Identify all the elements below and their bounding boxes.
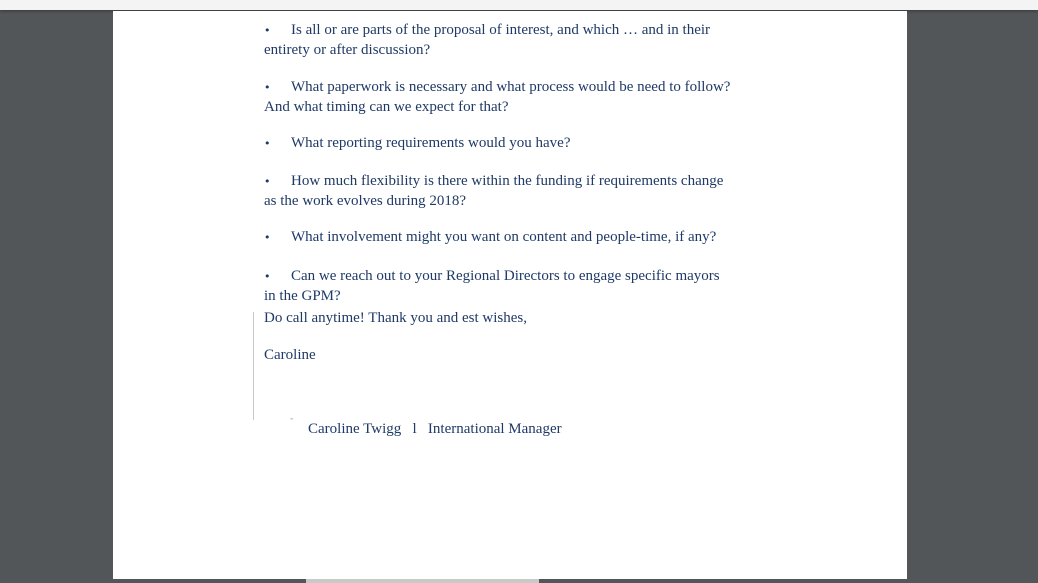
horizontal-scrollbar-thumb[interactable] <box>306 579 539 583</box>
bullet-item-6 <box>264 267 774 305</box>
bullet-text-continued: And what timing can we expect for that? <box>264 98 509 115</box>
bullet-icon: • <box>264 231 271 244</box>
bullet-text: Can we reach out to your Regional Directors to engage specific mayors <box>291 268 720 284</box>
bullet-icon: • <box>264 270 271 283</box>
signature-separator: l <box>412 421 417 437</box>
closing-line: Do call anytime! Thank you and est wishes, <box>264 310 527 326</box>
document-page <box>113 11 907 579</box>
bullet-text: How much flexibility is there within the funding if requirements change <box>291 173 724 189</box>
bullet-item-4 <box>264 172 774 210</box>
bullet-icon: • <box>264 175 271 188</box>
bullet-icon: • <box>264 137 271 150</box>
bullet-text: What reporting requirements would you have? <box>291 135 571 151</box>
signature-title: International Manager <box>427 421 562 437</box>
bullet-item-5 <box>264 228 774 248</box>
quote-margin-line <box>253 312 254 420</box>
bullet-text-continued: entirety or after discussion? <box>264 41 431 58</box>
bullet-text-continued: in the GPM? <box>264 287 341 304</box>
bullet-item-2 <box>264 78 774 116</box>
bullet-text-continued: as the work evolves during 2018? <box>264 192 467 209</box>
bullet-icon: • <box>264 81 271 94</box>
signoff-name: Caroline <box>264 347 316 363</box>
bullet-item-3 <box>264 134 774 154</box>
bullet-text: Is all or are parts of the proposal of interest, and which … and in their <box>291 22 711 38</box>
bullet-icon: • <box>264 24 271 37</box>
bullet-text: What paperwork is necessary and what process would be need to follow? <box>291 79 731 95</box>
viewer-top-bar <box>0 0 1038 10</box>
signature-name: Caroline Twigg <box>308 421 402 437</box>
bullet-item-1 <box>264 21 774 59</box>
signature-image-icon: ≡ <box>290 416 294 421</box>
signature-line <box>308 421 562 438</box>
bullet-text: What involvement might you want on content and people-time, if any? <box>291 229 717 245</box>
